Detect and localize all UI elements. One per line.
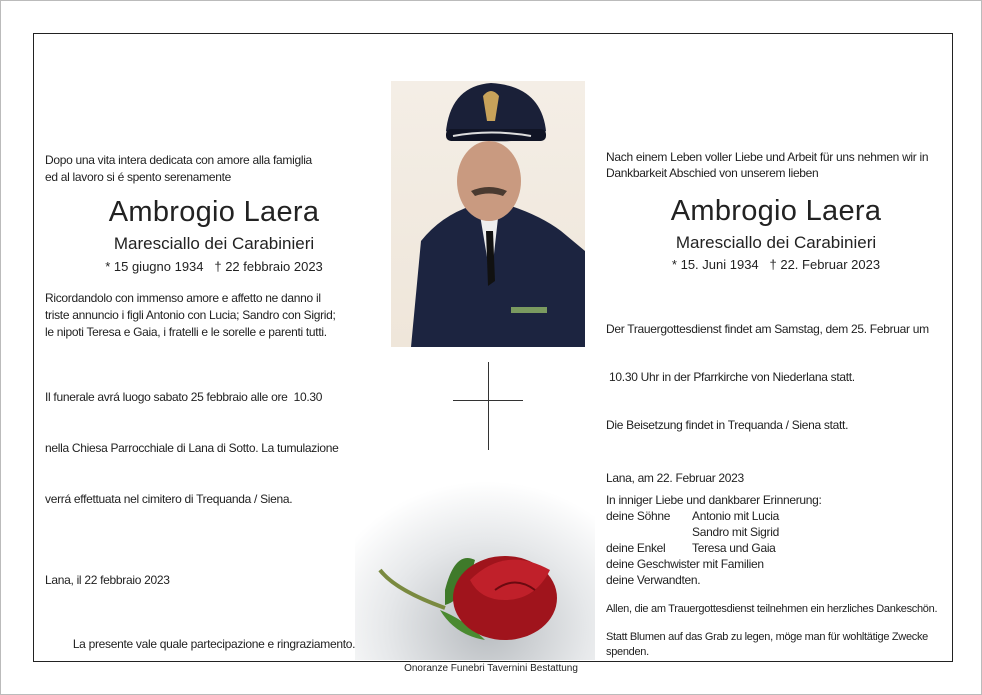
rose-image <box>355 450 595 660</box>
left-announcement <box>45 290 383 341</box>
left-funeral <box>45 355 383 542</box>
right-column <box>606 149 946 660</box>
left-intro <box>45 152 383 186</box>
family-row <box>606 508 946 524</box>
right-name: Ambrogio Laera <box>670 195 882 227</box>
family-label <box>606 524 692 540</box>
text-line: le nipoti Teresa e Gaia, i fratelli e le sorelle e parenti tutti. <box>45 325 327 339</box>
family-row <box>606 556 946 572</box>
left-name: Ambrogio Laera <box>108 196 320 228</box>
text-line: Dankbarkeit Abschied von unserem lieben <box>606 166 819 180</box>
text-line: Il funerale avrá luogo sabato 25 febbraio alle ore 10.30 <box>45 390 323 404</box>
family-value: Antonio mit Lucia <box>692 509 779 523</box>
left-place-date: Lana, il 22 febbraio 2023 <box>45 573 170 587</box>
text-line: verrá effettuata nel cimitero di Trequanda / Siena. <box>45 492 293 506</box>
family-value: Sandro mit Sigrid <box>692 525 779 539</box>
family-row <box>606 524 946 540</box>
family-row <box>606 540 946 556</box>
family-label: deine Geschwister mit Familien <box>606 557 764 571</box>
text-line: Die Beisetzung findet in Trequanda / Siena statt. <box>606 418 849 432</box>
right-dates: * 15. Juni 1934 † 22. Februar 2023 <box>671 257 881 272</box>
footer-funeral-home: Onoranze Funebri Tavernini Bestattung <box>404 663 578 674</box>
text-line: Dopo una vita intera dedicata con amore alla famiglia <box>45 153 312 167</box>
family-row <box>606 572 946 588</box>
text-line: triste annuncio i figli Antonio con Lucia; Sandro con Sigrid; <box>45 308 336 322</box>
right-family <box>606 492 946 588</box>
right-place-date: Lana, am 22. Februar 2023 <box>606 471 744 485</box>
text-line: Statt Blumen auf das Grab zu legen, möge man für wohltätige Zwecke <box>606 631 928 643</box>
text-line: spenden. <box>606 646 649 658</box>
left-dates: * 15 giugno 1934 † 22 febbraio 2023 <box>105 259 323 274</box>
text-line: ed al lavoro si é spento serenamente <box>45 170 231 184</box>
text-line: 10.30 Uhr in der Pfarrkirche von Niederlana statt. <box>606 370 855 384</box>
family-label: deine Söhne <box>606 509 671 523</box>
text-line: nella Chiesa Parrocchiale di Lana di Sotto. La tumulazione <box>45 441 339 455</box>
right-title: Maresciallo dei Carabinieri <box>675 233 877 252</box>
right-thanks: Allen, die am Trauergottesdienst teilnehmen ein herzliches Dankeschön. <box>606 603 938 615</box>
left-title: Maresciallo dei Carabinieri <box>113 234 315 253</box>
left-thanks: La presente vale quale partecipazione e ringraziamento. <box>72 637 356 651</box>
right-intro <box>606 149 946 181</box>
family-label: deine Enkel <box>606 541 666 555</box>
left-column <box>45 152 383 652</box>
family-label: deine Verwandten. <box>606 573 701 587</box>
text-line: Der Trauergottesdienst findet am Samstag, dem 25. Februar um <box>606 322 929 336</box>
right-donation <box>606 630 946 660</box>
remembrance-line: In inniger Liebe und dankbarer Erinnerung: <box>606 493 822 507</box>
portrait-photo <box>391 81 585 347</box>
cross-horizontal <box>453 400 523 401</box>
text-line: Ricordandolo con immenso amore e affetto ne danno il <box>45 291 321 305</box>
text-line: Nach einem Leben voller Liebe und Arbeit für uns nehmen wir in <box>606 150 929 164</box>
right-service <box>606 289 946 465</box>
family-value: Teresa und Gaia <box>692 541 776 555</box>
